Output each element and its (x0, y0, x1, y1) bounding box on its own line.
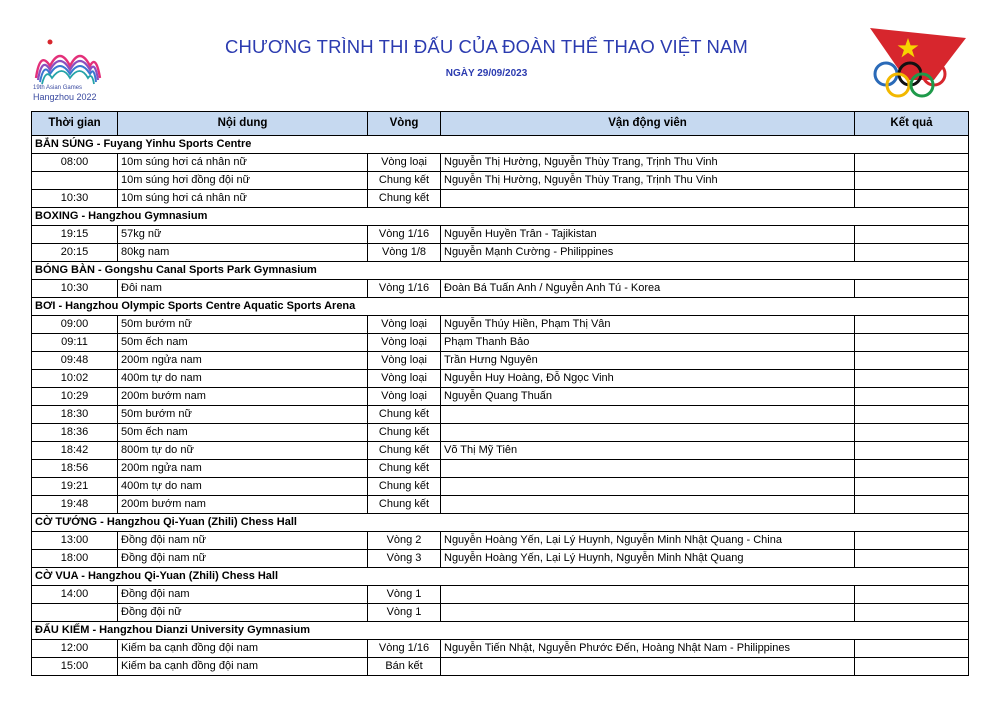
cell-event: Đồng đội nữ (118, 604, 368, 622)
vietnam-olympic-logo (866, 24, 970, 104)
cell-round: Vòng 1/16 (368, 226, 441, 244)
column-header-event: Nội dung (118, 112, 368, 136)
cell-time: 18:36 (32, 424, 118, 442)
cell-time: 15:00 (32, 658, 118, 676)
cell-athletes: Nguyễn Tiến Nhật, Nguyễn Phước Đến, Hoàng Nhật Nam - Philippines (441, 640, 855, 658)
section-title: CỜ VUA - Hangzhou Qi-Yuan (Zhili) Chess Hall (32, 568, 969, 586)
cell-round: Chung kết (368, 406, 441, 424)
cell-time: 13:00 (32, 532, 118, 550)
cell-round: Vòng loại (368, 388, 441, 406)
table-row (32, 172, 969, 190)
cell-round: Chung kết (368, 172, 441, 190)
logo-caption-city: Hangzhou 2022 (33, 92, 97, 102)
cell-round: Chung kết (368, 424, 441, 442)
cell-event: Kiếm ba cạnh đồng đội nam (118, 658, 368, 676)
cell-athletes: Nguyễn Huyền Trân - Tajikistan (441, 226, 855, 244)
table-row (32, 424, 969, 442)
cell-result (855, 496, 969, 514)
cell-athletes (441, 478, 855, 496)
cell-time (32, 604, 118, 622)
cell-athletes: Nguyễn Mạnh Cường - Philippines (441, 244, 855, 262)
table-row (32, 244, 969, 262)
cell-event: 57kg nữ (118, 226, 368, 244)
cell-event: Đồng đội nam nữ (118, 532, 368, 550)
cell-time: 08:00 (32, 154, 118, 172)
cell-time: 14:00 (32, 586, 118, 604)
cell-round: Vòng 3 (368, 550, 441, 568)
table-row (32, 442, 969, 460)
cell-athletes (441, 586, 855, 604)
cell-time: 10:02 (32, 370, 118, 388)
table-row (32, 334, 969, 352)
cell-event: 50m bướm nữ (118, 316, 368, 334)
cell-time: 18:42 (32, 442, 118, 460)
table-row (32, 658, 969, 676)
cell-athletes (441, 406, 855, 424)
cell-time (32, 172, 118, 190)
table-row (32, 532, 969, 550)
column-header-time: Thời gian (32, 112, 118, 136)
cell-round: Chung kết (368, 496, 441, 514)
table-row (32, 496, 969, 514)
schedule-body (32, 136, 969, 676)
cell-event: 10m súng hơi cá nhân nữ (118, 190, 368, 208)
table-row (32, 640, 969, 658)
section-title: BƠI - Hangzhou Olympic Sports Centre Aquatic Sports Arena (32, 298, 969, 316)
section-row (32, 622, 969, 640)
cell-event: 200m bướm nam (118, 496, 368, 514)
cell-time: 19:21 (32, 478, 118, 496)
cell-athletes: Nguyễn Thị Hường, Nguyễn Thùy Trang, Trịnh Thu Vinh (441, 172, 855, 190)
cell-result (855, 154, 969, 172)
table-row (32, 370, 969, 388)
cell-time: 19:15 (32, 226, 118, 244)
schedule-table (31, 111, 969, 676)
cell-result (855, 352, 969, 370)
cell-time: 10:30 (32, 280, 118, 298)
cell-event: 10m súng hơi cá nhân nữ (118, 154, 368, 172)
section-row (32, 514, 969, 532)
section-row (32, 262, 969, 280)
cell-event: Kiếm ba cạnh đồng đội nam (118, 640, 368, 658)
page-title: CHƯƠNG TRÌNH THI ĐẤU CỦA ĐOÀN THỂ THAO VIỆT NAM (225, 36, 748, 57)
section-row (32, 208, 969, 226)
cell-athletes: Nguyễn Hoàng Yến, Lại Lý Huynh, Nguyễn Minh Nhật Quang (441, 550, 855, 568)
cell-time: 09:00 (32, 316, 118, 334)
cell-time: 18:00 (32, 550, 118, 568)
cell-athletes: Đoàn Bá Tuấn Anh / Nguyễn Anh Tú - Korea (441, 280, 855, 298)
cell-event: Đồng đội nam nữ (118, 550, 368, 568)
cell-event: 50m bướm nữ (118, 406, 368, 424)
section-title: BẮN SÚNG - Fuyang Yinhu Sports Centre (32, 136, 969, 154)
section-title: CỜ TƯỚNG - Hangzhou Qi-Yuan (Zhili) Chess Hall (32, 514, 969, 532)
cell-athletes: Nguyễn Quang Thuấn (441, 388, 855, 406)
cell-round: Vòng loại (368, 370, 441, 388)
cell-result (855, 226, 969, 244)
cell-time: 18:56 (32, 460, 118, 478)
section-title: BÓNG BÀN - Gongshu Canal Sports Park Gymnasium (32, 262, 969, 280)
cell-result (855, 244, 969, 262)
cell-athletes (441, 658, 855, 676)
cell-event: 50m ếch nam (118, 334, 368, 352)
cell-time: 20:15 (32, 244, 118, 262)
cell-athletes (441, 190, 855, 208)
cell-time: 10:29 (32, 388, 118, 406)
cell-round: Chung kết (368, 442, 441, 460)
section-title: ĐẤU KIẾM - Hangzhou Dianzi University Gymnasium (32, 622, 969, 640)
cell-result (855, 442, 969, 460)
table-row (32, 550, 969, 568)
cell-time: 18:30 (32, 406, 118, 424)
cell-result (855, 478, 969, 496)
cell-athletes (441, 496, 855, 514)
vietnam-flag-olympic-rings-icon (866, 24, 970, 104)
column-header-result: Kết quả (855, 112, 969, 136)
table-row (32, 316, 969, 334)
column-header-round: Vòng (368, 112, 441, 136)
section-row (32, 298, 969, 316)
cell-time: 19:48 (32, 496, 118, 514)
cell-result (855, 424, 969, 442)
cell-result (855, 316, 969, 334)
cell-result (855, 280, 969, 298)
cell-result (855, 406, 969, 424)
cell-round: Vòng 1/8 (368, 244, 441, 262)
cell-round: Vòng loại (368, 352, 441, 370)
schedule-date: NGÀY 29/09/2023 (445, 68, 528, 79)
cell-round: Chung kết (368, 190, 441, 208)
table-header-row (32, 112, 969, 136)
cell-event: 10m súng hơi đồng đội nữ (118, 172, 368, 190)
cell-round: Vòng 2 (368, 532, 441, 550)
table-row (32, 586, 969, 604)
cell-time: 09:48 (32, 352, 118, 370)
cell-event: Đôi nam (118, 280, 368, 298)
cell-result (855, 550, 969, 568)
cell-round: Vòng 1 (368, 604, 441, 622)
cell-result (855, 640, 969, 658)
table-row (32, 154, 969, 172)
cell-athletes: Nguyễn Thúy Hiền, Phạm Thị Vân (441, 316, 855, 334)
cell-round: Chung kết (368, 460, 441, 478)
table-row (32, 604, 969, 622)
cell-athletes: Nguyễn Thị Hường, Nguyễn Thùy Trang, Trịnh Thu Vinh (441, 154, 855, 172)
cell-round: Vòng 1 (368, 586, 441, 604)
cell-event: 200m ngửa nam (118, 460, 368, 478)
column-header-athletes: Vận động viên (441, 112, 855, 136)
cell-result (855, 172, 969, 190)
cell-round: Vòng 1/16 (368, 640, 441, 658)
cell-event: 800m tự do nữ (118, 442, 368, 460)
cell-round: Vòng 1/16 (368, 280, 441, 298)
table-row (32, 352, 969, 370)
table-row (32, 280, 969, 298)
cell-athletes: Nguyễn Hoàng Yến, Lại Lý Huynh, Nguyễn Minh Nhật Quang - China (441, 532, 855, 550)
section-row (32, 568, 969, 586)
cell-time: 09:11 (32, 334, 118, 352)
table-row (32, 406, 969, 424)
cell-athletes: Trần Hưng Nguyên (441, 352, 855, 370)
cell-round: Chung kết (368, 478, 441, 496)
cell-event: 400m tự do nam (118, 370, 368, 388)
cell-result (855, 334, 969, 352)
cell-result (855, 460, 969, 478)
cell-result (855, 370, 969, 388)
cell-time: 12:00 (32, 640, 118, 658)
table-row (32, 388, 969, 406)
logo-caption-games: 19th Asian Games (33, 85, 83, 91)
cell-result (855, 586, 969, 604)
cell-time: 10:30 (32, 190, 118, 208)
cell-event: 80kg nam (118, 244, 368, 262)
cell-result (855, 190, 969, 208)
cell-round: Vòng loại (368, 154, 441, 172)
cell-result (855, 658, 969, 676)
cell-athletes (441, 604, 855, 622)
table-row (32, 460, 969, 478)
cell-result (855, 532, 969, 550)
cell-result (855, 604, 969, 622)
cell-athletes (441, 424, 855, 442)
cell-athletes: Võ Thị Mỹ Tiên (441, 442, 855, 460)
cell-event: Đồng đội nam (118, 586, 368, 604)
cell-result (855, 388, 969, 406)
cell-event: 200m ngửa nam (118, 352, 368, 370)
cell-athletes (441, 460, 855, 478)
cell-event: 200m bướm nam (118, 388, 368, 406)
section-row (32, 136, 969, 154)
table-row (32, 190, 969, 208)
cell-round: Bán kết (368, 658, 441, 676)
table-row (32, 478, 969, 496)
cell-event: 50m ếch nam (118, 424, 368, 442)
cell-athletes: Nguyễn Huy Hoàng, Đỗ Ngọc Vinh (441, 370, 855, 388)
cell-athletes: Phạm Thanh Bảo (441, 334, 855, 352)
table-row (32, 226, 969, 244)
cell-round: Vòng loại (368, 316, 441, 334)
cell-event: 400m tự do nam (118, 478, 368, 496)
cell-round: Vòng loại (368, 334, 441, 352)
section-title: BOXING - Hangzhou Gymnasium (32, 208, 969, 226)
